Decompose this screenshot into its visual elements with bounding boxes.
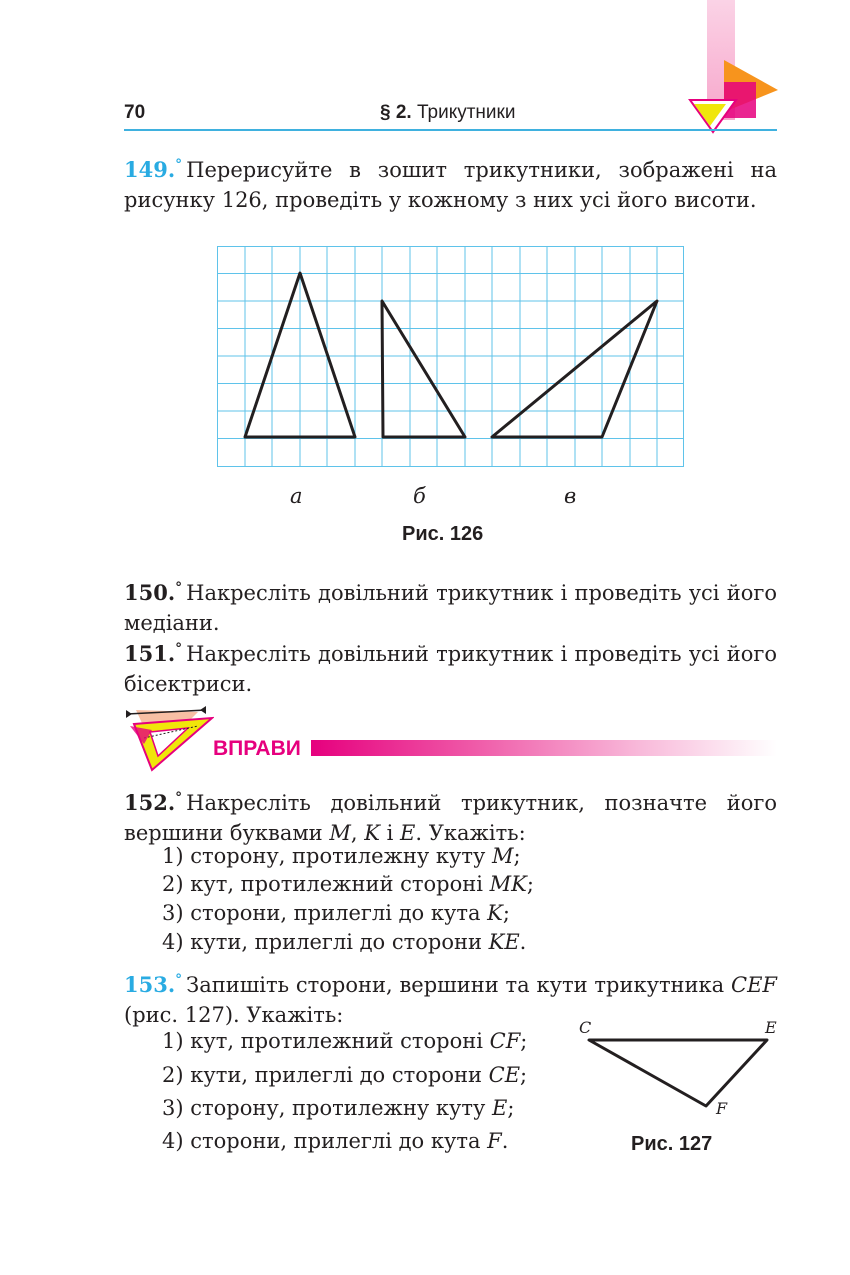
exercise-151 [124,634,777,699]
item-var: E [491,1096,508,1120]
corner-triangles-ornament [680,0,790,134]
exercise-text: Перерисуйте в зошит трикутники, зображені на рисунку 126, проведіть у кожному з них усі його висоти. [124,158,777,212]
section-heading [380,102,515,124]
item-punct: ; [520,1063,528,1087]
vertex-label-c: C [579,1018,592,1037]
figure-label-v: в [564,484,577,508]
degree-mark: ° [175,790,183,806]
figure-126-grid [217,246,685,468]
list-item [162,1125,508,1158]
degree-mark: ° [175,641,183,657]
figure-label-a: а [290,484,303,508]
exercise-number: 152. [124,790,176,815]
item-var: CF [489,1029,521,1053]
header-rule [124,129,777,131]
item-punct: . [501,1129,509,1153]
figure-126-caption: Рис. 126 [402,523,484,545]
figure-127-triangle [576,1016,786,1124]
exercises-banner-bar [311,740,777,756]
list-item [162,1092,514,1125]
item-punct: ; [502,901,510,925]
vertex-label-f: F [716,1099,728,1118]
exercise-number: 149. [124,157,176,182]
exercise-number: 150. [124,580,176,605]
item-var: KE [488,930,520,954]
item-text: 3) сторони, прилеглі до кута [162,901,488,925]
separator: , [350,821,365,845]
exercises-banner-label: ВПРАВИ [213,737,301,760]
exercise-150 [124,573,777,638]
degree-mark: ° [175,157,183,173]
grid-lines [217,246,684,467]
triangle-name-var: CEF [731,973,777,997]
exercise-text: . Укажіть: [415,821,526,845]
item-text: 2) кути, прилеглі до сторони [162,1063,489,1087]
list-item [162,1025,527,1058]
ruler-triangle-icon [122,700,214,774]
exercise-text: Накресліть довільний трикутник і проведіть усі його медіани. [124,581,777,635]
degree-mark: ° [175,580,183,596]
figure-127-caption: Рис. 127 [631,1133,713,1155]
section-title: Трикутники [416,102,516,123]
triangle-b [382,301,465,437]
vertex-var: M [329,821,351,845]
vertex-var: K [364,821,380,845]
item-text: 1) кут, протилежний стороні [162,1029,490,1053]
figure-label-b: б [413,484,426,508]
item-text: 4) сторони, прилеглі до кута [162,1129,488,1153]
list-item [162,1059,527,1092]
exercise-text: Накресліть довільний трикутник і проведіть усі його бісектриси. [124,642,777,696]
degree-mark: ° [175,972,183,988]
exercise-text: (рис. 127). Укажіть: [124,1003,344,1027]
item-punct: ; [513,844,521,868]
item-punct: ; [526,872,534,896]
item-text: 1) сторону, протилежну куту [162,844,492,868]
item-punct: ; [507,1096,515,1120]
exercise-number: 151. [124,641,176,666]
exercise-149 [124,150,777,215]
item-text: 4) кути, прилеглі до сторони [162,930,489,954]
item-var: K [487,901,503,925]
triangle-cef [589,1040,767,1106]
item-var: F [487,1129,502,1153]
vertex-var: E [400,821,416,845]
item-punct: . [519,930,527,954]
item-text: 2) кут, протилежний стороні [162,872,490,896]
vertex-label-e: E [765,1018,777,1037]
exercise-text: Запишіть сторони, вершини та кути трикутника [186,973,732,997]
separator: і [379,821,401,845]
item-var: M [491,844,514,868]
exercise-number: 153. [124,972,176,997]
item-var: CE [488,1063,521,1087]
list-item [162,926,526,959]
exercise-152 [124,783,777,848]
item-text: 3) сторону, протилежну куту [162,1096,492,1120]
item-var: MK [489,872,527,896]
section-mark: § 2. [380,102,412,123]
exercise-text: Накресліть довільний трикутник, позначте його вершини буквами [124,791,777,845]
page-number: 70 [124,102,146,123]
item-punct: ; [520,1029,528,1053]
